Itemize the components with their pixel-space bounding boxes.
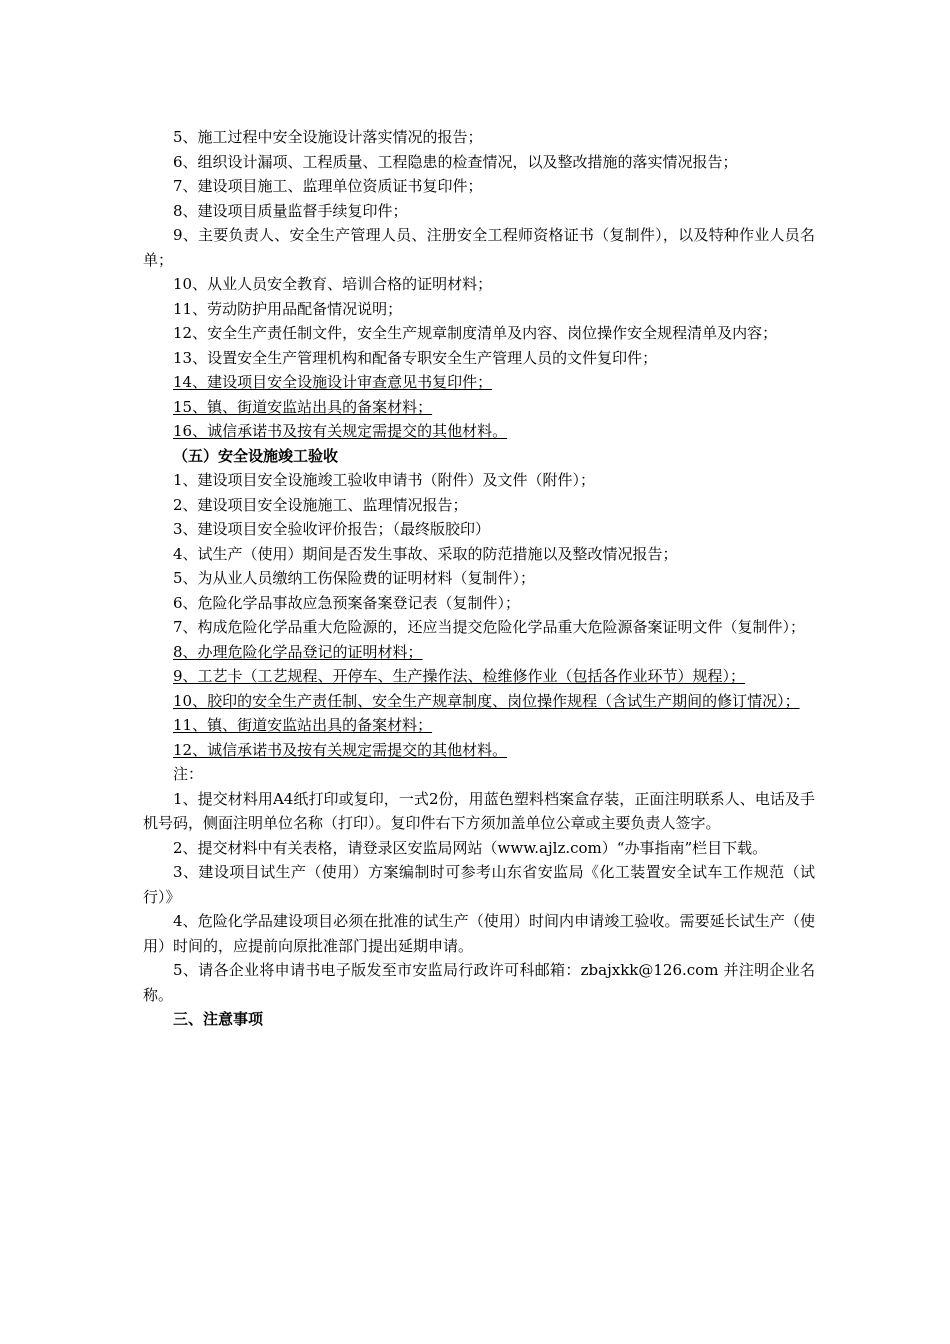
list-item: 11、镇、街道安监站出具的备案材料； bbox=[173, 716, 433, 734]
list-item: 13、设置安全生产管理机构和配备专职安全生产管理人员的文件复印件； bbox=[173, 348, 658, 367]
list-item: 5、为从业人员缴纳工伤保险费的证明材料（复制件）； bbox=[173, 569, 536, 587]
list-item: 5、施工过程中安全设施设计落实情况的报告； bbox=[173, 128, 483, 146]
material-list-construction bbox=[143, 125, 815, 444]
list-item: 6、危险化学品事故应急预案备案登记表（复制件）； bbox=[173, 593, 521, 612]
material-list-completion bbox=[143, 468, 815, 762]
list-item: 1、建设项目安全设施竣工验收申请书（附件）及文件（附件）； bbox=[173, 471, 596, 489]
list-item: 9、工艺卡（工艺规程、开停车、生产操作法、检维修作业（包括各作业环节）规程）； bbox=[173, 667, 746, 685]
list-item: 14、建设项目安全设施设计审查意见书复印件； bbox=[173, 373, 493, 391]
section-heading-completion-acceptance: （五）安全设施竣工验收 bbox=[173, 446, 339, 465]
note-item: 5、请各企业将申请书电子版发至市安监局行政许可科邮箱：zbajxkk@126.com 并注明企业名称。 bbox=[143, 961, 815, 1004]
list-item: 8、建设项目质量监督手续复印件； bbox=[173, 201, 408, 220]
list-item: 16、诚信承诺书及按有关规定需提交的其他材料。 bbox=[173, 422, 508, 440]
list-item: 3、建设项目安全验收评价报告；（最终版胶印） bbox=[173, 520, 491, 538]
list-item: 6、组织设计漏项、工程质量、工程隐患的检查情况，以及整改措施的落实情况报告； bbox=[173, 152, 738, 171]
list-item: 11、劳动防护用品配备情况说明； bbox=[173, 299, 403, 318]
list-item: 7、建设项目施工、监理单位资质证书复印件； bbox=[173, 177, 483, 195]
list-item: 12、安全生产责任制文件，安全生产规章制度清单及内容、岗位操作安全规程清单及内容； bbox=[173, 324, 778, 342]
section-heading-precautions: 三、注意事项 bbox=[173, 1010, 264, 1028]
list-item: 12、诚信承诺书及按有关规定需提交的其他材料。 bbox=[173, 740, 508, 759]
notes-list bbox=[143, 787, 815, 1008]
list-item: 4、试生产（使用）期间是否发生事故、采取的防范措施以及整改情况报告； bbox=[173, 544, 678, 563]
list-item: 10、胶印的安全生产责任制、安全生产规章制度、岗位操作规程（含试生产期间的修订情况）； bbox=[173, 691, 800, 710]
note-item: 2、提交材料中有关表格，请登录区安监局网站（www.ajlz.com）“办事指南”栏目下载。 bbox=[173, 838, 768, 857]
document-body bbox=[143, 125, 815, 1032]
list-item: 7、构成危险化学品重大危险源的，还应当提交危险化学品重大危险源备案证明文件（复制件）； bbox=[173, 618, 806, 636]
list-item: 10、从业人员安全教育、培训合格的证明材料； bbox=[173, 275, 493, 293]
list-item: 8、办理危险化学品登记的证明材料； bbox=[173, 642, 423, 661]
list-item: 15、镇、街道安监站出具的备案材料； bbox=[173, 397, 433, 416]
list-item: 9、主要负责人、安全生产管理人员、注册安全工程师资格证书（复制件），以及特种作业人员名单； bbox=[143, 226, 815, 269]
list-item: 2、建设项目安全设施施工、监理情况报告； bbox=[173, 495, 468, 514]
note-item: 4、危险化学品建设项目必须在批准的试生产（使用）时间内申请竣工验收。需要延长试生产（使用）时间的，应提前向原批准部门提出延期申请。 bbox=[143, 912, 815, 955]
note-item: 3、建设项目试生产（使用）方案编制时可参考山东省安监局《化工装置安全试车工作规范（试行）》 bbox=[143, 863, 815, 906]
note-label: 注： bbox=[173, 765, 204, 783]
note-item: 1、提交材料用A4纸打印或复印，一式2份，用蓝色塑料档案盒存装，正面注明联系人、电话及手机号码，侧面注明单位名称（打印）。复印件右下方须加盖单位公章或主要负责人签字。 bbox=[143, 789, 815, 832]
